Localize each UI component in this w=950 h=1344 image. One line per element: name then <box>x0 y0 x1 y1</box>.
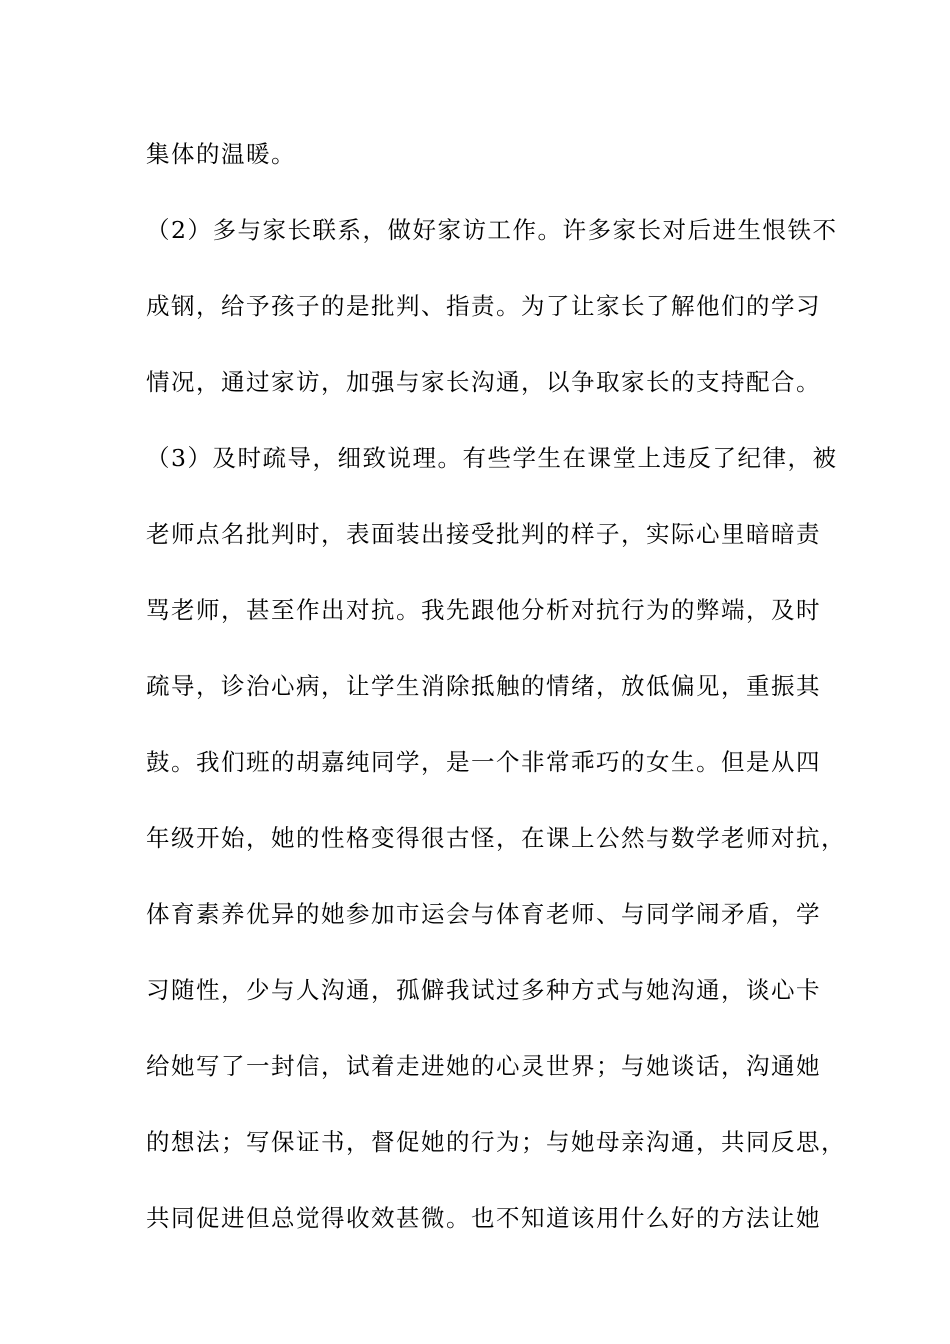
text-line: 疏导，诊治心病，让学生消除抵触的情绪，放低偏见，重振其 <box>146 672 821 700</box>
text-line: 共同促进但总觉得收效甚微。也不知道该用什么好的方法让她 <box>146 1204 821 1232</box>
text-line: 鼓。我们班的胡嘉纯同学，是一个非常乖巧的女生。但是从四 <box>146 748 821 776</box>
text-line: 集体的温暖。 <box>146 140 296 168</box>
text-line: （2）多与家长联系，做好家访工作。许多家长对后进生恨铁不 <box>146 216 838 244</box>
text-line: 骂老师，甚至作出对抗。我先跟他分析对抗行为的弊端，及时 <box>146 596 821 624</box>
text-line: （3）及时疏导，细致说理。有些学生在课堂上违反了纪律，被 <box>146 444 838 472</box>
text-line: 给她写了一封信，试着走进她的心灵世界；与她谈话，沟通她 <box>146 1052 821 1080</box>
text-line: 的想法；写保证书，督促她的行为；与她母亲沟通，共同反思， <box>146 1128 846 1156</box>
text-line: 习随性，少与人沟通，孤僻我试过多种方式与她沟通，谈心卡 <box>146 976 821 1004</box>
body-text <box>146 128 846 1268</box>
text-line: 成钢，给予孩子的是批判、指责。为了让家长了解他们的学习 <box>146 292 821 320</box>
text-line: 体育素养优异的她参加市运会与体育老师、与同学闹矛盾，学 <box>146 900 821 928</box>
text-line: 老师点名批判时，表面装出接受批判的样子，实际心里暗暗责 <box>146 520 821 548</box>
text-line: 年级开始，她的性格变得很古怪，在课上公然与数学老师对抗， <box>146 824 846 852</box>
text-line: 情况，通过家访，加强与家长沟通，以争取家长的支持配合。 <box>146 368 821 396</box>
